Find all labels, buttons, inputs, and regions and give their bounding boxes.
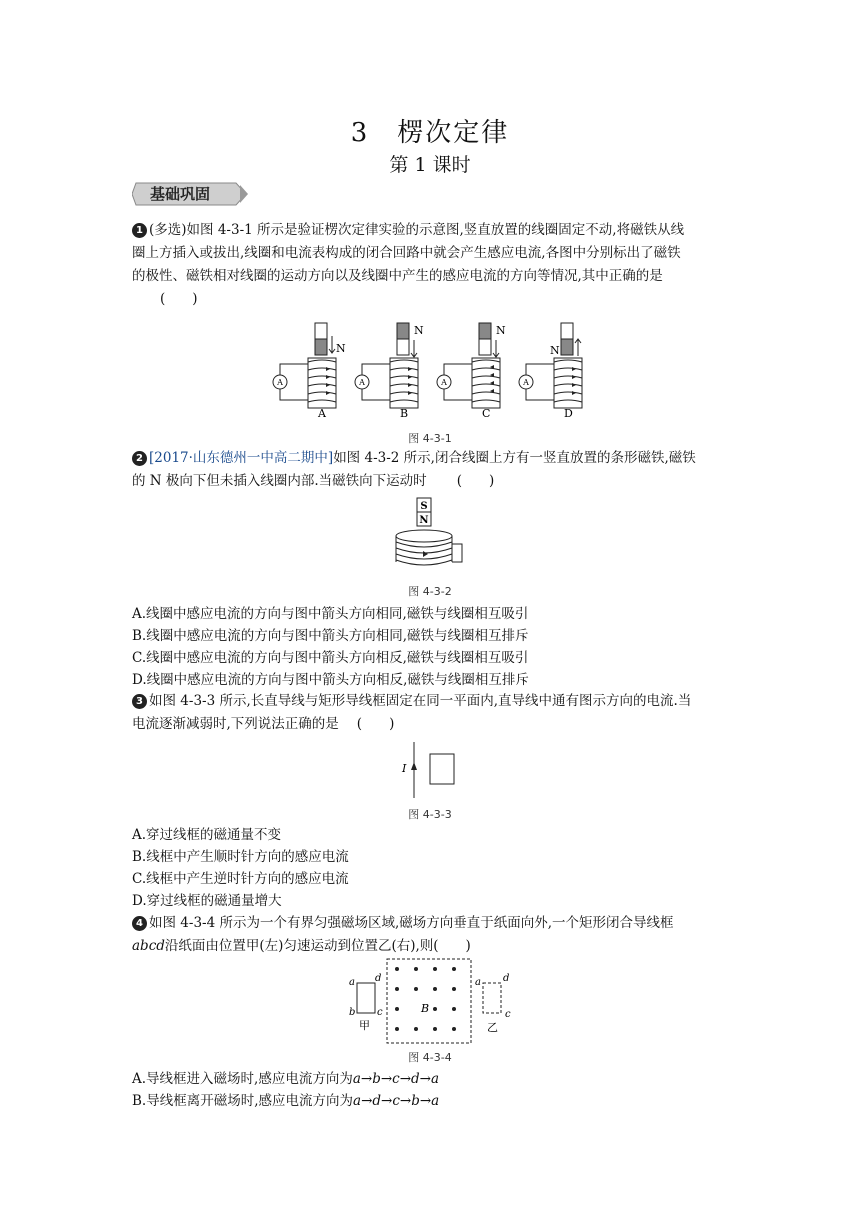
figure-B	[355, 323, 424, 420]
question-2: 2 [2017·山东德州一中高二期中]如图 4-3-2 所示,闭合线圈上方有一竖直放置的条形磁铁,磁铁 的 N 极向下但未插入线圈内部.当磁铁向下运动时 ( )	[132, 450, 696, 489]
caption-4-3-4: 图 4-3-4	[408, 1051, 452, 1064]
svg-text:D: D	[564, 407, 573, 420]
svg-text:A: A	[523, 378, 529, 387]
figure-4-3-3	[398, 740, 468, 800]
figure-4-3-1	[270, 320, 600, 420]
figure-4-3-4	[345, 955, 525, 1047]
svg-text:d: d	[503, 973, 510, 984]
caption-4-3-1: 图 4-3-1	[408, 432, 452, 445]
svg-text:A: A	[277, 378, 283, 387]
question-source: [2017·山东德州一中高二期中]	[149, 450, 334, 466]
current-sequence: a→d→c→b→a	[353, 1093, 440, 1109]
svg-text:A: A	[359, 378, 365, 387]
option-a: A.穿过线框的磁通量不变	[132, 827, 282, 843]
current-sequence: a→b→c→d→a	[352, 1071, 440, 1087]
svg-text:N: N	[550, 344, 560, 357]
svg-text:N: N	[336, 342, 346, 355]
option-b: B.线框中产生顺时针方向的感应电流	[132, 849, 349, 865]
svg-text:甲: 甲	[359, 1019, 370, 1032]
lesson-subtitle: 第 1 课时	[389, 154, 471, 176]
section-badge-label: 基础巩固	[150, 185, 211, 203]
option-d: D.穿过线框的磁通量增大	[132, 893, 282, 909]
figure-4-3-2	[390, 496, 470, 576]
svg-text:C: C	[482, 407, 491, 420]
question-3: 3 如图 4-3-3 所示,长直导线与矩形导线框固定在同一平面内,直导线中通有图示方向的电流.当 电流逐渐减弱时,下列说法正确的是 ( )	[132, 693, 692, 732]
question-4-options	[132, 1068, 732, 1112]
svg-text:B: B	[400, 407, 409, 420]
svg-text:a: a	[349, 977, 355, 988]
question-3-options	[132, 824, 732, 912]
option-b: B.导线框离开磁场时,感应电流方向为a→d→c→b→a	[132, 1093, 440, 1109]
svg-text:N: N	[419, 515, 429, 526]
svg-text:c: c	[505, 1009, 511, 1020]
page-title: 3 楞次定律	[350, 118, 510, 148]
svg-text:A: A	[441, 378, 447, 387]
svg-text:a: a	[475, 977, 481, 988]
option-a: A.线圈中感应电流的方向与图中箭头方向相同,磁铁与线圈相互吸引	[132, 606, 529, 622]
svg-text:乙: 乙	[487, 1021, 498, 1034]
svg-text:d: d	[375, 973, 382, 984]
answer-paren: ( )	[160, 291, 198, 307]
svg-text:N: N	[496, 324, 506, 337]
svg-text:N: N	[414, 324, 424, 337]
option-c: C.线框中产生逆时针方向的感应电流	[132, 871, 349, 887]
svg-text:b: b	[349, 1007, 356, 1018]
option-a: A.导线框进入磁场时,感应电流方向为a→b→c→d→a	[132, 1071, 440, 1087]
option-b: B.线圈中感应电流的方向与图中箭头方向相同,磁铁与线圈相互排斥	[132, 628, 529, 644]
svg-text:A: A	[318, 407, 326, 420]
question-number-2: 2	[132, 451, 147, 466]
question-4: 4 如图 4-3-4 所示为一个有界匀强磁场区域,磁场方向垂直于纸面向外,一个矩形闭合导线框 abcd沿纸面由位置甲(左)匀速运动到位置乙(右),则( )	[132, 915, 674, 954]
option-c: C.线圈中感应电流的方向与图中箭头方向相反,磁铁与线圈相互吸引	[132, 650, 529, 666]
question-2-options	[132, 603, 732, 691]
question-number-4: 4	[132, 916, 147, 931]
question-1: 1 (多选)如图 4-3-1 所示是验证楞次定律实验的示意图,竖直放置的线圈固定不动,将磁铁从线 圈上方插入或拔出,线圈和电流表构成的闭合回路中就会产生感应电流,各图中分别标出了磁铁 的极性、磁铁相对线圈的运动方向以及线圈中产生的感应电流的方向等情况,其中正确的是 ( )	[132, 222, 685, 307]
svg-text:S: S	[420, 501, 428, 512]
option-d: D.线圈中感应电流的方向与图中箭头方向相反,磁铁与线圈相互排斥	[132, 672, 529, 688]
svg-text:c: c	[377, 1007, 383, 1018]
question-number-1: 1	[132, 223, 147, 238]
caption-4-3-2: 图 4-3-2	[408, 585, 452, 598]
svg-text:B: B	[421, 1002, 430, 1015]
svg-text:I: I	[402, 762, 407, 775]
figure-A	[273, 323, 346, 420]
figure-C	[437, 323, 506, 420]
question-number-3: 3	[132, 694, 147, 709]
figure-D	[519, 323, 582, 420]
caption-4-3-3: 图 4-3-3	[408, 808, 452, 821]
